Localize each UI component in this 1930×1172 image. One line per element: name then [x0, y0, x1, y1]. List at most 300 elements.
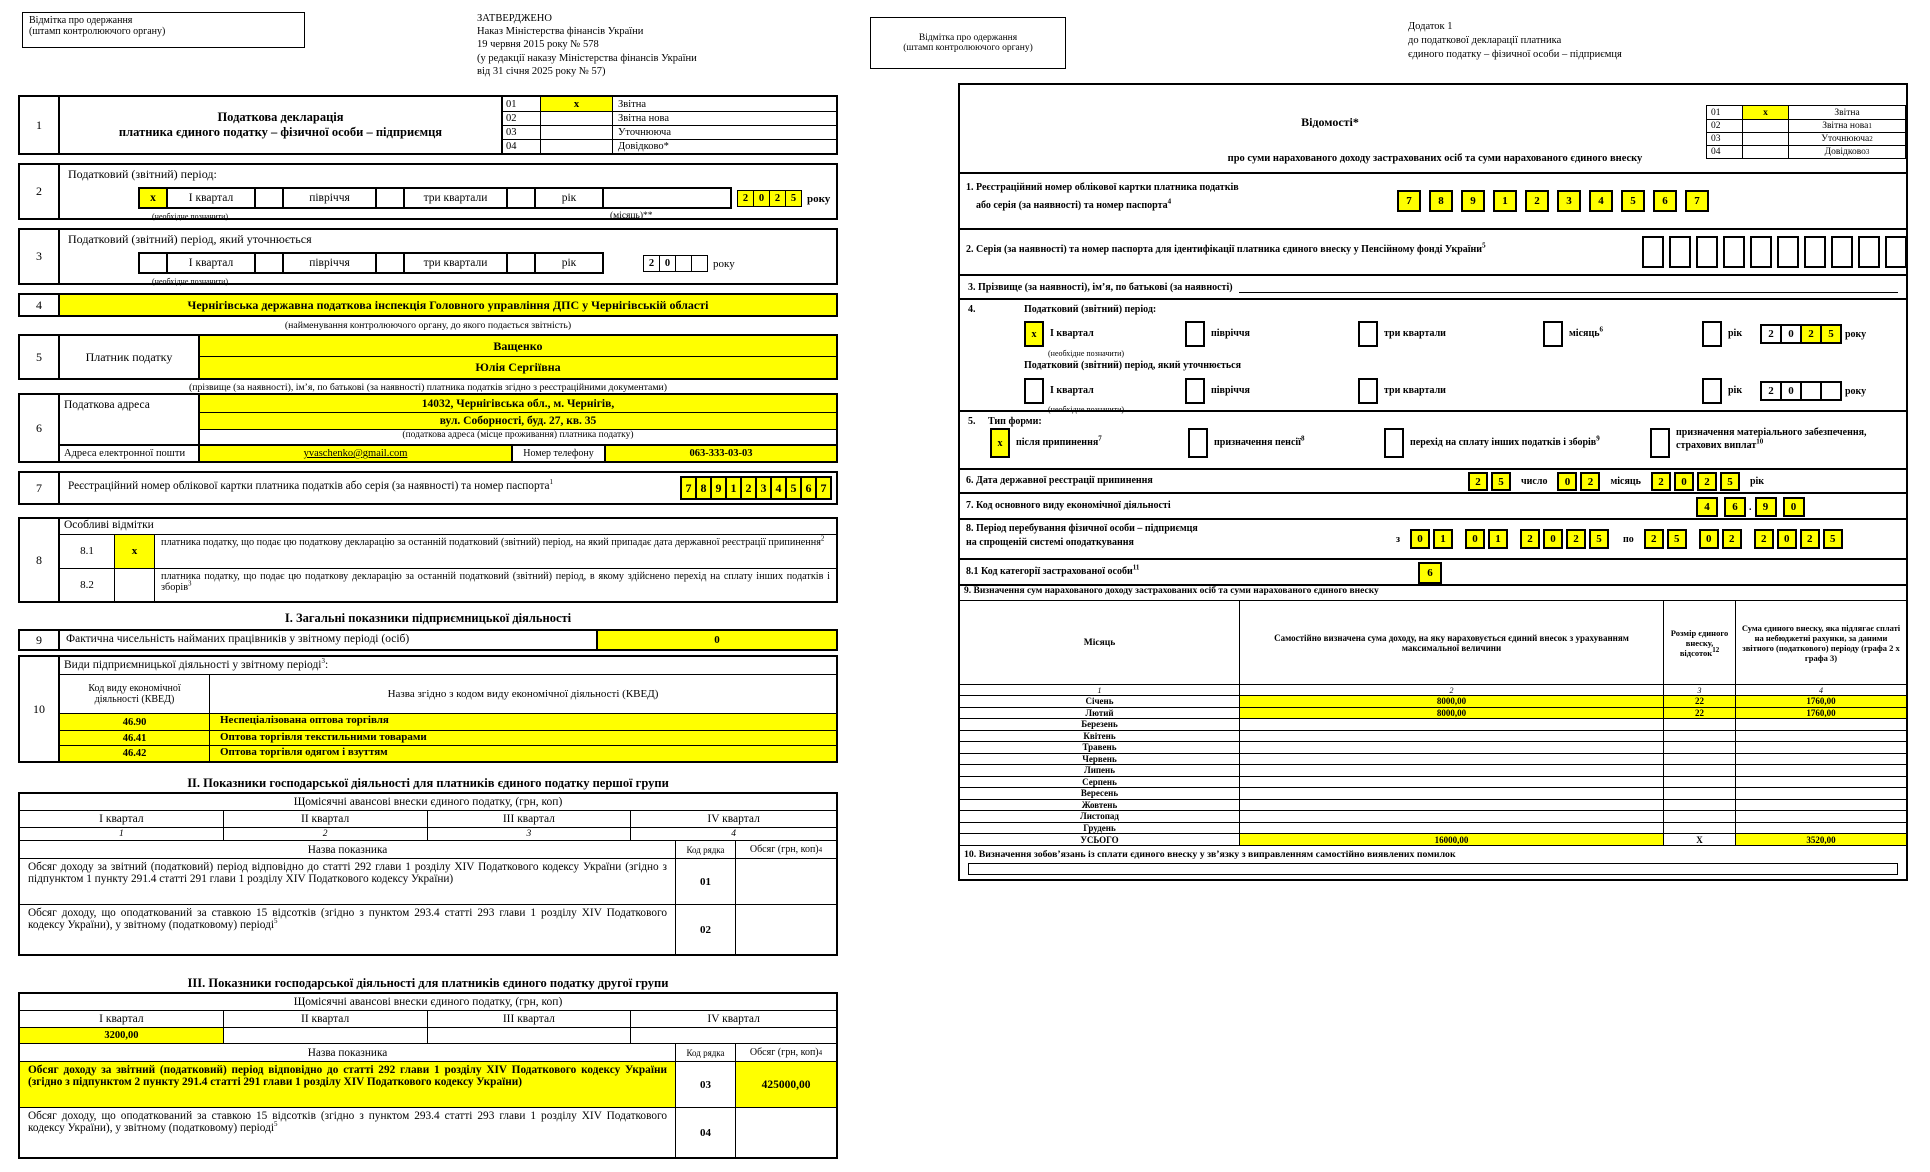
row-number: 8 — [20, 519, 60, 601]
appendix-row-8 — [960, 520, 1906, 560]
approved-note — [477, 12, 697, 78]
footnote-ref: 5 — [1482, 241, 1486, 250]
row-4-tax-authority — [18, 293, 838, 317]
kved-code[interactable]: 46.42 — [60, 746, 210, 761]
type-label: Довідково — [1824, 147, 1866, 157]
total-label: УСЬОГО — [960, 834, 1240, 845]
month-note: (місяць)** — [610, 211, 653, 221]
type-checkbox-zvitna-nova[interactable] — [541, 112, 613, 125]
phone-value[interactable]: 063-333-03-03 — [606, 446, 836, 461]
contribution-value[interactable] — [1736, 754, 1906, 765]
q2-label: півріччя — [1211, 328, 1250, 339]
address-line1[interactable]: 14032, Чернігівська обл., м. Чернігів, — [200, 395, 836, 412]
income-value[interactable] — [1240, 823, 1664, 834]
contribution-value[interactable]: 1760,00 — [1736, 696, 1906, 707]
simplified-period-label-1: 8. Період перебування фізичної особи – підприємця — [966, 523, 1198, 534]
appendix-l1: Додаток 1 — [1408, 21, 1453, 32]
mark-text: платника податку, що подає цю податкову декларацію за останній податковий (звітний) період, на який припадає дата державної реєстрації припинення — [161, 537, 821, 548]
q3-label: три квартали — [1384, 328, 1446, 339]
year-label: рік — [1749, 476, 1765, 487]
rate-value[interactable] — [1664, 765, 1736, 776]
year-digit[interactable]: 2 — [1760, 324, 1782, 344]
declaration-page — [18, 0, 838, 1172]
col-rate-header: Розмір єдиного внеску, відсоток — [1670, 627, 1729, 658]
from-month-digit[interactable]: 1 — [1488, 529, 1508, 549]
col-num: 2 — [1240, 685, 1664, 695]
q2-checkbox-2[interactable] — [1185, 378, 1205, 404]
row-number: 9 — [20, 631, 60, 649]
form-type-option-2: призначення пенсії — [1214, 437, 1301, 448]
contribution-value[interactable]: 1760,00 — [1736, 708, 1906, 719]
year-suffix: року — [807, 192, 831, 205]
appendix-row-7 — [960, 494, 1906, 520]
employees-value[interactable]: 0 — [596, 631, 836, 649]
type-row: 02 Звітна нова 1 — [1707, 119, 1905, 132]
year-digit[interactable]: 0 — [1780, 381, 1802, 401]
day-label: число — [1521, 476, 1548, 487]
q3-label: три квартали — [403, 252, 508, 274]
row-7-tax-number — [18, 471, 838, 505]
quarter-strip — [140, 252, 604, 274]
income-value[interactable] — [1240, 788, 1664, 799]
stamp-line2: (штамп контролюючого органу) — [903, 43, 1033, 53]
appendix-row-6 — [960, 470, 1906, 494]
digit-box[interactable]: 3 — [755, 476, 772, 500]
from-day-digit[interactable]: 0 — [1410, 529, 1430, 549]
tax-number-label-2: або серія (за наявності) та номер паспорта — [976, 200, 1168, 211]
form-type-checkbox-4[interactable] — [1650, 428, 1670, 458]
digit-box[interactable]: 3 — [1557, 190, 1581, 212]
mark-checkbox-8-2[interactable] — [115, 569, 155, 602]
year-digit[interactable]: 2 — [643, 255, 660, 272]
q4-checkbox[interactable] — [506, 252, 536, 274]
q1-label: І квартал — [1050, 385, 1094, 396]
rate-value[interactable] — [1664, 731, 1736, 742]
to-month-digit[interactable]: 0 — [1699, 529, 1719, 549]
digit-box[interactable]: 7 — [1397, 190, 1421, 212]
type-label: Довідково* — [618, 141, 669, 152]
email-label: Адреса електронної пошти — [60, 446, 200, 461]
year-digit[interactable] — [675, 255, 692, 272]
kved-name[interactable]: Оптова торгівля одягом і взуттям — [210, 746, 836, 761]
approved-l1: ЗАТВЕРДЖЕНО — [477, 13, 552, 24]
month-checkbox[interactable] — [1543, 321, 1563, 347]
type-code: 04 — [503, 140, 541, 153]
address-caption: (податкова адреса (місце проживання) платника податку) — [200, 429, 836, 444]
monthly-advance-header: Щомісячні авансові внески єдиного податку, (грн, коп) — [293, 796, 563, 808]
row-10-empty-field[interactable] — [968, 863, 1898, 875]
row-number: 10 — [20, 657, 60, 761]
month-digit[interactable]: 0 — [1557, 472, 1577, 491]
contribution-value[interactable] — [1736, 765, 1906, 776]
empty-box[interactable] — [1669, 236, 1691, 268]
row-code: 02 — [676, 905, 736, 954]
year-digit[interactable] — [1800, 381, 1822, 401]
from-day-digit[interactable]: 1 — [1433, 529, 1453, 549]
kved-row — [60, 745, 836, 761]
q1-checkbox[interactable] — [138, 252, 168, 274]
quarter-value[interactable] — [631, 1028, 836, 1043]
type-checkbox-zvitna[interactable]: x — [541, 97, 613, 111]
form-type-checkbox-2[interactable] — [1188, 428, 1208, 458]
type-row: 03 Уточнююча 2 — [1707, 132, 1905, 145]
kved-main-field — [1696, 497, 1805, 517]
year-digit[interactable]: 0 — [1780, 324, 1802, 344]
digit-box[interactable]: 8 — [1429, 190, 1453, 212]
rate-value[interactable] — [1664, 777, 1736, 788]
footnote-ref: 1 — [549, 478, 554, 487]
digit-box[interactable]: 8 — [695, 476, 712, 500]
year-digit[interactable]: 5 — [1720, 472, 1740, 491]
digit-box[interactable]: 7 — [680, 476, 697, 500]
year-digit[interactable]: 2 — [769, 190, 786, 207]
quarter-header: ІІІ квартал — [428, 811, 632, 827]
contribution-value[interactable] — [1736, 742, 1906, 753]
indicator-text: Обсяг доходу, що оподаткований за ставкою 15 відсотків (згідно з пунктом 293.4 статті 293 глави 1 розділу XIV Податкового кодексу України), у звітному (податковому) періоді — [28, 1110, 667, 1134]
q2-label: півріччя — [282, 187, 377, 209]
month-name: Липень — [960, 765, 1240, 776]
digit-box[interactable]: 7 — [815, 476, 832, 500]
month-field[interactable] — [602, 187, 732, 209]
year-digit[interactable] — [691, 255, 708, 272]
empty-box[interactable] — [1885, 236, 1907, 268]
section-3-table — [18, 992, 838, 1159]
section-3-title: ІІІ. Показники господарської діяльності для платників єдиного податку другої групи — [187, 976, 669, 990]
digit-box[interactable]: 1 — [725, 476, 742, 500]
row-10-activities — [18, 655, 838, 763]
rate-value[interactable] — [1664, 800, 1736, 811]
amount-value[interactable] — [736, 1108, 836, 1157]
year-digit[interactable]: 2 — [737, 190, 754, 207]
type-checkbox-zvitna-nova[interactable] — [1743, 120, 1789, 132]
row-5-taxpayer — [18, 334, 838, 380]
digit-box[interactable]: 5 — [785, 476, 802, 500]
empty-box[interactable] — [1831, 236, 1853, 268]
digit-box[interactable]: 7 — [1685, 190, 1709, 212]
year-checkbox-2[interactable] — [1702, 378, 1722, 404]
month-name: Червень — [960, 754, 1240, 765]
digit-box[interactable]: 6 — [1653, 190, 1677, 212]
digit-box[interactable]: 4 — [770, 476, 787, 500]
digit-box[interactable]: 2 — [740, 476, 757, 500]
quarter-num: 1 — [20, 828, 224, 840]
form-type-option-4b: страхових виплат — [1676, 440, 1757, 451]
kved-digit[interactable]: 4 — [1696, 497, 1718, 517]
year-checkbox[interactable] — [1702, 321, 1722, 347]
to-day-digit[interactable]: 5 — [1667, 529, 1687, 549]
to-year-digit[interactable]: 2 — [1754, 529, 1774, 549]
year-digit[interactable]: 2 — [1800, 324, 1822, 344]
stamp-line1: Відмітка про одержання — [29, 15, 133, 26]
q3-checkbox[interactable] — [375, 252, 405, 274]
income-value[interactable] — [1240, 811, 1664, 822]
income-value[interactable] — [1240, 765, 1664, 776]
q2-checkbox[interactable] — [254, 252, 284, 274]
month-label: місяць — [1610, 476, 1641, 487]
simplified-period-label-2: на спрощеній системі оподаткування — [966, 537, 1134, 548]
stamp-line2: (штамп контролюючого органу) — [29, 26, 166, 37]
q1-checkbox-2[interactable] — [1024, 378, 1044, 404]
month-row — [960, 730, 1906, 742]
clarified-period-label: Податковий (звітний) період, який уточнюється — [1024, 360, 1242, 371]
month-row — [960, 799, 1906, 811]
day-digit[interactable]: 5 — [1491, 472, 1511, 491]
appendix-row-9 — [960, 586, 1906, 846]
month-digit[interactable]: 2 — [1580, 472, 1600, 491]
indicator-text: Обсяг доходу, що оподаткований за ставкою 15 відсотків (згідно з пунктом 293.4 статті 293 глави 1 розділу XIV Податкового кодексу України), у звітному (податковому) періоді — [28, 907, 667, 931]
type-code: 01 — [1707, 106, 1743, 119]
passport-boxes — [1642, 236, 1907, 268]
rate-value[interactable] — [1664, 742, 1736, 753]
digit-box[interactable]: 4 — [1589, 190, 1613, 212]
appendix-l2: до податкової декларації платника — [1408, 35, 1562, 46]
rate-value[interactable] — [1664, 811, 1736, 822]
quarter-header: І квартал — [20, 811, 224, 827]
quarter-header: IV квартал — [707, 813, 760, 825]
quarter-num: 2 — [224, 828, 428, 840]
appendix-page — [903, 0, 1908, 1172]
q3-checkbox[interactable] — [375, 187, 405, 209]
digit-box[interactable]: 5 — [1621, 190, 1645, 212]
quarter-header: ІІІ квартал — [428, 1011, 632, 1027]
amount-value[interactable] — [736, 859, 836, 904]
form-type-checkbox-1[interactable]: x — [990, 428, 1010, 458]
year-digit[interactable]: 0 — [753, 190, 770, 207]
rate-value[interactable]: 22 — [1664, 708, 1736, 719]
special-marks-header: Особливі відмітки — [60, 519, 836, 535]
income-value[interactable] — [1240, 731, 1664, 742]
rate-value[interactable]: 22 — [1664, 696, 1736, 707]
q1-checkbox[interactable]: x — [138, 187, 168, 209]
row-8-special-marks — [18, 517, 838, 603]
type-label: Уточнююча — [1821, 134, 1870, 144]
mark-code: 8.2 — [60, 569, 115, 602]
contribution-value[interactable] — [1736, 731, 1906, 742]
form-type-checkbox-3[interactable] — [1384, 428, 1404, 458]
empty-box[interactable] — [1804, 236, 1826, 268]
month-name: Квітень — [960, 731, 1240, 742]
approved-l2: Наказ Міністерства фінансів України — [477, 26, 644, 38]
kved-code[interactable]: 46.41 — [60, 731, 210, 746]
appendix-row-5 — [960, 412, 1906, 470]
rate-value[interactable] — [1664, 754, 1736, 765]
month-row — [960, 695, 1906, 707]
rate-value[interactable] — [1664, 719, 1736, 730]
mark-note: (необхідне позначити) — [152, 277, 229, 286]
from-year-digit[interactable]: 0 — [1543, 529, 1563, 549]
indicator-row-04 — [20, 1107, 836, 1157]
digit-box[interactable]: 9 — [710, 476, 727, 500]
quarter-number-row — [20, 827, 836, 840]
insured-category-label: 8.1 Код категорії застрахованої особи — [966, 566, 1133, 577]
empty-box[interactable] — [1858, 236, 1880, 268]
declaration-title-1: Податкова декларація — [217, 110, 344, 124]
from-year-digit[interactable]: 2 — [1566, 529, 1586, 549]
year-digit[interactable]: 0 — [659, 255, 676, 272]
month-name: Грудень — [960, 823, 1240, 834]
appendix-header — [960, 85, 1906, 174]
taxpayer-name[interactable]: Юлія Сергіївна — [200, 357, 836, 378]
kved-row — [60, 714, 836, 730]
contribution-value[interactable] — [1736, 800, 1906, 811]
year-digit[interactable]: 5 — [1820, 324, 1842, 344]
termination-date-field — [1468, 472, 1774, 491]
monthly-advance-header: Щомісячні авансові внески єдиного податку, (грн, коп) — [293, 996, 563, 1008]
kved-name[interactable]: Неспеціалізована оптова торгівля — [210, 714, 836, 730]
empty-box[interactable] — [1696, 236, 1718, 268]
amount-value[interactable]: 425000,00 — [736, 1062, 836, 1107]
to-year-digit[interactable]: 5 — [1823, 529, 1843, 549]
year-suffix: року — [1845, 328, 1867, 340]
type-checkbox-zvitna[interactable]: x — [1743, 106, 1789, 119]
type-row — [503, 139, 836, 153]
to-year-digit[interactable]: 2 — [1800, 529, 1820, 549]
declaration-type-table — [501, 97, 836, 153]
type-label: Звітна — [1834, 107, 1860, 118]
total-income[interactable]: 16000,00 — [1240, 834, 1664, 845]
row-2-reporting-period — [18, 163, 838, 220]
type-code: 03 — [503, 126, 541, 139]
year-digit[interactable]: 0 — [1674, 472, 1694, 491]
quarter-header: І квартал — [20, 1011, 224, 1027]
income-value[interactable] — [1240, 719, 1664, 730]
to-month-digit[interactable]: 2 — [1722, 529, 1742, 549]
contribution-value[interactable] — [1736, 777, 1906, 788]
total-contribution[interactable]: 3520,00 — [1736, 834, 1906, 845]
column-number-row — [960, 685, 1906, 695]
kved-code[interactable]: 46.90 — [60, 714, 210, 730]
rate-value[interactable] — [1664, 823, 1736, 834]
row-number: 4 — [20, 295, 60, 315]
fullname-field[interactable] — [1239, 281, 1898, 293]
stamp-line1: Відмітка про одержання — [918, 33, 1018, 43]
year-digit[interactable]: 2 — [1760, 381, 1782, 401]
digit-box[interactable]: 9 — [1461, 190, 1485, 212]
month-row — [960, 707, 1906, 719]
amount-header: Обсяг (грн, коп) — [749, 1047, 819, 1058]
quarter-header: IV квартал — [707, 1013, 760, 1025]
row-number: 6 — [20, 395, 60, 461]
contribution-value[interactable] — [1736, 811, 1906, 822]
income-value[interactable] — [1240, 742, 1664, 753]
type-row: 04 Довідково 3 — [1707, 145, 1905, 158]
q4-checkbox[interactable] — [506, 187, 536, 209]
q3-checkbox-2[interactable] — [1358, 378, 1378, 404]
kved-digit[interactable]: 0 — [1783, 497, 1805, 517]
form-type-option-4a: призначення матеріального забезпечення, — [1676, 427, 1867, 438]
q1-checkbox[interactable]: x — [1024, 321, 1044, 347]
contribution-value[interactable] — [1736, 823, 1906, 834]
income-value[interactable] — [1240, 777, 1664, 788]
amount-value[interactable] — [736, 905, 836, 954]
from-year-digit[interactable]: 5 — [1589, 529, 1609, 549]
address-line2[interactable]: вул. Соборності, буд. 27, кв. 35 — [200, 412, 836, 429]
passport-label: 2. Серія (за наявності) та номер паспорта для ідентифікації платника єдиного внеску у Пенсійному фонді України — [966, 244, 1483, 255]
q1-label: І квартал — [1050, 328, 1094, 339]
col-num: 1 — [960, 685, 1240, 695]
empty-box[interactable] — [1777, 236, 1799, 268]
insured-category-value[interactable]: 6 — [1418, 562, 1442, 584]
footnote-ref: 5 — [274, 917, 278, 926]
day-digit[interactable]: 2 — [1468, 472, 1488, 491]
type-checkbox-utochnyuyucha[interactable] — [1743, 133, 1789, 145]
from-month-digit[interactable]: 0 — [1465, 529, 1485, 549]
stamp-box — [870, 17, 1066, 69]
q3-checkbox[interactable] — [1358, 321, 1378, 347]
year-digit[interactable]: 2 — [1697, 472, 1717, 491]
total-row — [960, 833, 1906, 846]
row-number: 3 — [20, 230, 60, 283]
tax-authority-value[interactable]: Чернігівська державна податкова інспекція Головного управління ДПС у Чернігівській області — [60, 295, 836, 315]
type-checkbox-dovidkovo[interactable] — [541, 140, 613, 153]
taxpayer-surname[interactable]: Ващенко — [200, 336, 836, 357]
contribution-value[interactable] — [1736, 719, 1906, 730]
month-name: Листопад — [960, 811, 1240, 822]
approved-l3: 19 червня 2015 року № 578 — [477, 39, 599, 51]
month-name: Вересень — [960, 788, 1240, 799]
income-value[interactable]: 8000,00 — [1240, 696, 1664, 707]
digit-box[interactable]: 6 — [800, 476, 817, 500]
to-day-digit[interactable]: 2 — [1644, 529, 1664, 549]
year-digit[interactable]: 2 — [1651, 472, 1671, 491]
to-year-digit[interactable]: 0 — [1777, 529, 1797, 549]
quarter-value[interactable] — [224, 1028, 428, 1043]
type-checkbox-utochnyuyucha[interactable] — [541, 126, 613, 139]
row-code: 03 — [676, 1062, 736, 1107]
q1-label: І квартал — [166, 187, 256, 209]
month-name: Жовтень — [960, 800, 1240, 811]
tax-authority-caption: (найменування контролюючого органу, до якого подається звітність) — [284, 320, 572, 331]
row-number: 5. — [968, 416, 976, 427]
year-digit[interactable]: 5 — [785, 190, 802, 207]
month-label: місяць — [1569, 328, 1600, 339]
from-year-digit[interactable]: 2 — [1520, 529, 1540, 549]
q2-checkbox[interactable] — [254, 187, 284, 209]
footnote-ref: 10 — [1756, 437, 1764, 446]
month-row — [960, 810, 1906, 822]
rate-value[interactable] — [1664, 788, 1736, 799]
tax-number-label: Реєстраційний номер облікової картки платника податків або серія (за наявності) та номер паспорта — [68, 480, 550, 492]
kved-digit[interactable]: 9 — [1755, 497, 1777, 517]
row-code-header: Код рядка — [676, 1044, 736, 1061]
email-value[interactable]: yvaschenko@gmail.com — [200, 446, 511, 461]
mark-checkbox-8-1[interactable]: x — [115, 535, 155, 568]
type-label: Звітна нова — [618, 113, 669, 124]
digit-box[interactable]: 1 — [1493, 190, 1517, 212]
kved-name[interactable]: Оптова торгівля текстильними товарами — [210, 731, 836, 746]
contribution-value[interactable] — [1736, 788, 1906, 799]
q2-checkbox[interactable] — [1185, 321, 1205, 347]
type-row — [1707, 106, 1905, 119]
footnote-ref: 11 — [1132, 563, 1140, 572]
quarter-value[interactable]: 3200,00 — [20, 1028, 224, 1043]
row-10-label: 10. Визначення зобов’язань із сплати єдиного внеску у зв’язку з виправленням самостійно виявлених помилок — [964, 849, 1456, 860]
kved-digit[interactable]: 6 — [1724, 497, 1746, 517]
empty-box[interactable] — [1642, 236, 1664, 268]
income-value[interactable] — [1240, 800, 1664, 811]
income-value[interactable]: 8000,00 — [1240, 708, 1664, 719]
empty-box[interactable] — [1723, 236, 1745, 268]
digit-box[interactable]: 2 — [1525, 190, 1549, 212]
income-value[interactable] — [1240, 754, 1664, 765]
type-checkbox-dovidkovo[interactable] — [1743, 146, 1789, 158]
quarter-value[interactable] — [428, 1028, 632, 1043]
termination-date-label: 6. Дата державної реєстрації припинення — [966, 475, 1153, 486]
year-digit[interactable] — [1820, 381, 1842, 401]
empty-box[interactable] — [1750, 236, 1772, 268]
indicator-header-row: Назва показника Код рядка Обсяг (грн, коп) 4 — [20, 840, 836, 858]
type-label: Уточнююча — [618, 127, 671, 138]
